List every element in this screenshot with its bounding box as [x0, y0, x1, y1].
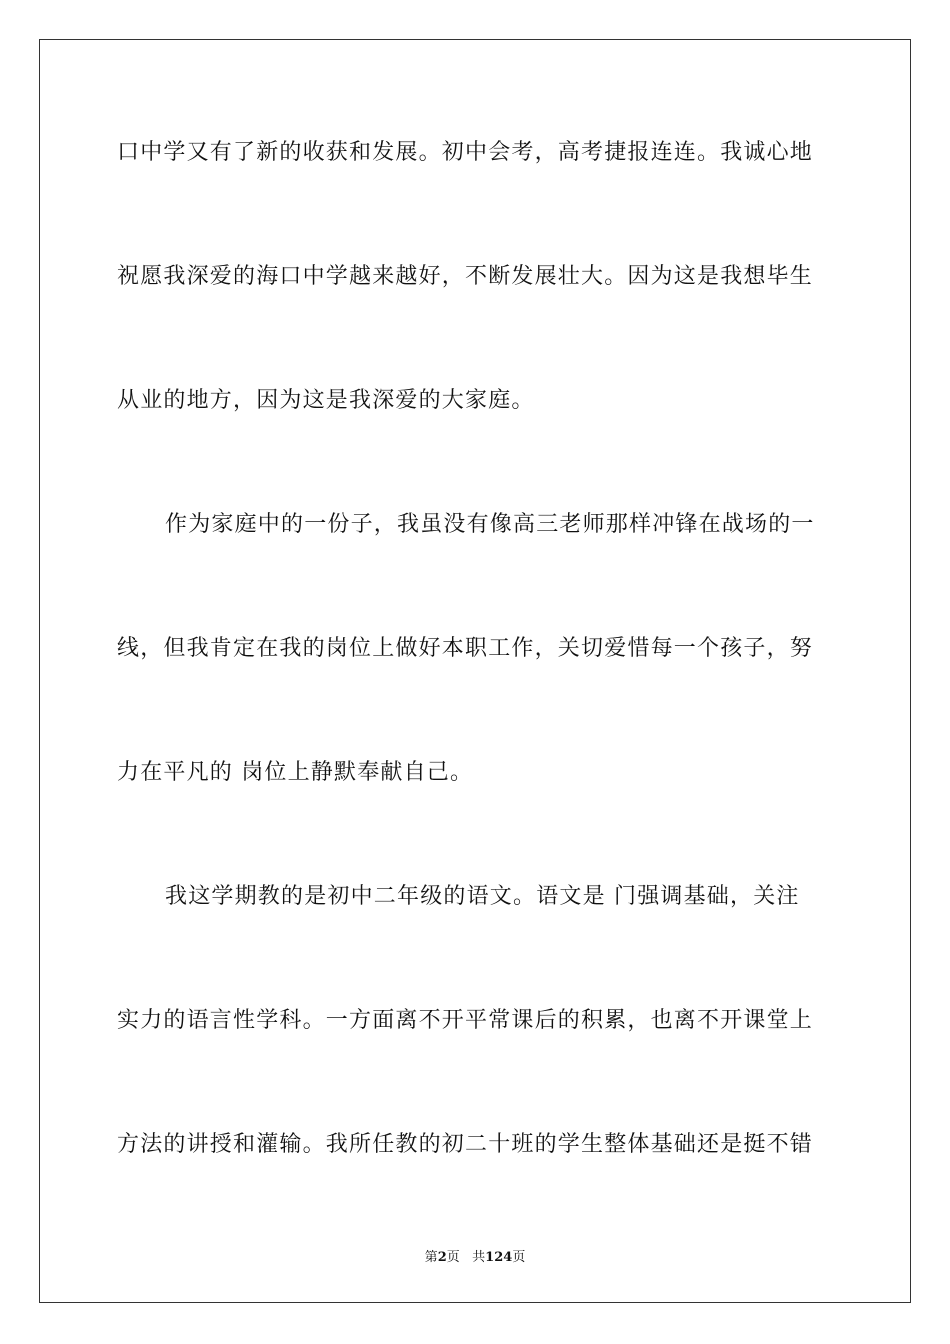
paragraph-line-1: 口中学又有了新的收获和发展。初中会考，高考捷报连连。我诚心地 — [117, 140, 814, 165]
page-prefix: 第 — [424, 1250, 438, 1265]
total-suffix: 页 — [512, 1250, 526, 1265]
page-number: 2 — [437, 1250, 447, 1265]
paragraph-line-2: 祝愿我深爱的海口中学越来越好，不断发展壮大。因为这是我想毕生 — [117, 264, 814, 289]
paragraph-line-3: 从业的地方，因为这是我深爱的大家庭。 — [117, 388, 535, 413]
paragraph-line-9: 方法的讲授和灌输。我所任教的初二十班的学生整体基础还是挺不错 — [117, 1132, 814, 1157]
page-suffix: 页 — [446, 1250, 460, 1265]
paragraph-line-7: 我这学期教的是初中二年级的语文。语文是 门强调基础，关注 — [165, 884, 800, 909]
paragraph-line-5: 线，但我肯定在我的岗位上做好本职工作，关切爱惜每一个孩子，努 — [117, 636, 814, 661]
page-footer — [0, 1246, 950, 1265]
total-pages: 124 — [485, 1250, 513, 1265]
paragraph-line-8: 实力的语言性学科。一方面离不开平常课后的积累，也离不开课堂上 — [117, 1008, 814, 1033]
paragraph-line-4: 作为家庭中的一份子，我虽没有像高三老师那样冲锋在战场的一 — [165, 512, 815, 537]
page-border — [39, 39, 911, 1303]
total-prefix: 共 — [472, 1250, 486, 1265]
paragraph-line-6: 力在平凡的 岗位上静默奉献自己。 — [117, 760, 474, 785]
